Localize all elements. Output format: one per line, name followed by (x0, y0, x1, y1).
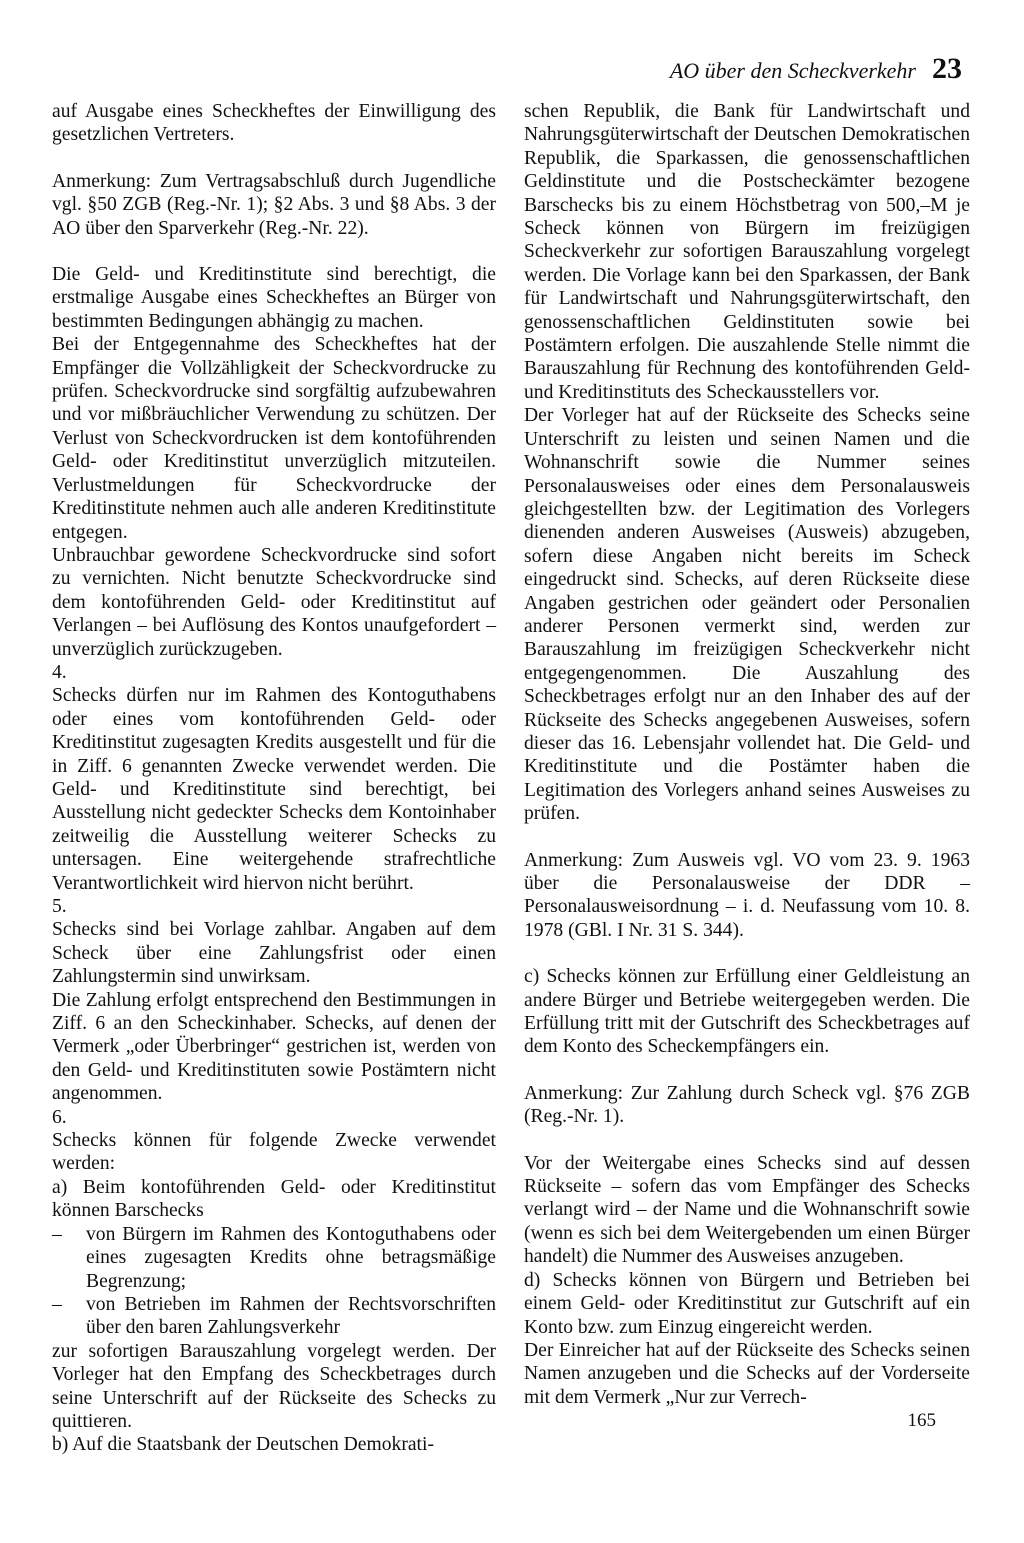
running-header-title: AO über den Scheckverkehr (669, 58, 916, 83)
left-column-paragraph (52, 1293, 496, 1340)
right-column-paragraph: Der Einreicher hat auf der Rückseite des Schecks seinen Namen anzugeben und die Schecks auf der Vorderseite mit dem Vermerk „Nur zur Verrech- (524, 1339, 970, 1408)
left-column-paragraph: Unbrauchbar gewordene Scheckvordrucke sind sofort zu vernichten. Nicht benutzte Scheckvordrucke sind dem kontoführenden Geld- oder Kreditinstitut auf Verlangen – bei Auflösung des Kontos unaufgefordert – unverzüglich zurückzugeben. (52, 544, 496, 660)
left-column-paragraph: 5. (52, 896, 67, 917)
dash-bullet: – (52, 1223, 62, 1245)
chapter-number: 23 (932, 52, 962, 85)
left-column-paragraph: Anmerkung: Zum Vertragsabschluß durch Jugendliche vgl. §50 ZGB (Reg.-Nr. 1); §2 Abs. 3 und §8 Abs. 3 der AO über den Sparverkehr (Reg.-Nr. 22). (52, 170, 496, 239)
left-column-paragraph: b) Auf die Staatsbank der Deutschen Demokrati- (52, 1434, 434, 1456)
left-text-column (52, 100, 496, 1457)
left-column-paragraph: Bei der Entgegennahme des Scheckheftes hat der Empfänger die Vollzähligkeit der Scheckvordrucke zu prüfen. Scheckvordrucke sind sorgfältig aufzubewahren und vor mißbräuchlicher Verwendung zu schützen. Der Verlust von Scheckvordrucken ist dem kontoführenden Geld- oder Kreditinstitut unverzüglich mitzuteilen. Verlustmeldungen für Scheckvordrucke der Kreditinstitute nehmen auch alle anderen Kreditinstitute entgegen. (52, 334, 496, 543)
left-column-paragraph: zur sofortigen Barauszahlung vorgelegt werden. Der Vorleger hat den Empfang des Scheckbetrages durch seine Unterschrift auf der Rückseite des Schecks zu quittieren. (52, 1340, 496, 1432)
dash-bullet: – (52, 1293, 62, 1315)
left-column-paragraph: Die Zahlung erfolgt entsprechend den Bestimmungen in Ziff. 6 an den Scheckinhaber. Schecks, auf denen der Vermerk „oder Überbringer“ gestrichen ist, werden von den Geld- und Kreditinstituten sowie Postämtern nicht angenommen. (52, 989, 496, 1105)
right-column-paragraph: Der Vorleger hat auf der Rückseite des Schecks seine Unterschrift zu leisten und seinen Namen und die Wohnanschrift sowie die Nummer seines Personalausweises oder eines dem Personalausweis gleichgestellten bzw. der Legitimation des Vorlegers dienenden anderen Ausweises (Ausweis) abzugeben, sofern diese Angaben nicht bereits im Scheck eingedruckt sind. Schecks, auf deren Rückseite diese Angaben gestrichen oder geändert oder Personalien anderer Personen vermerkt sind, werden zur Barauszahlung im freizügigen Scheckverkehr nicht entgegengenommen. Die Auszahlung des Scheckbetrages erfolgt nur an den Inhaber des auf der Rückseite des Schecks angegebenen Ausweises, sofern dieser das 16. Lebensjahr vollendet hat. Die Geld- und Kreditinstitute und die Postämter haben die Legitimation des Vorlegers anhand seines Ausweises zu prüfen. (524, 405, 970, 825)
left-column-paragraph: a) Beim kontoführenden Geld- oder Kreditinstitut können Barschecks (52, 1176, 496, 1222)
page-number: 165 (907, 1410, 936, 1431)
left-column-paragraph: Schecks können für folgende Zwecke verwendet werden: (52, 1130, 496, 1175)
left-column-paragraph (52, 1223, 496, 1293)
right-column-paragraph: c) Schecks können zur Erfüllung einer Geldleistung an andere Bürger und Betriebe weitergegeben werden. Die Erfüllung tritt mit der Gutschrift des Scheckbetrages auf dem Konto des Scheckempfängers ein. (524, 966, 970, 1058)
left-column-paragraph: 4. (52, 661, 67, 683)
left-column-paragraph: Schecks sind bei Vorlage zahlbar. Angaben auf dem Scheck über eine Zahlungsfrist oder einen Zahlungstermin sind unwirksam. (52, 919, 496, 988)
right-column-paragraph: d) Schecks können von Bürgern und Betrieben bei einem Geld- oder Kreditinstitut zur Gutschrift auf ein Konto bzw. zum Einzug eingereicht werden. (524, 1269, 970, 1338)
right-column-paragraph: schen Republik, die Bank für Landwirtschaft und Nahrungsgüterwirtschaft der Deutschen Demokratischen Republik, die Sparkassen, die genossenschaftlichen Geldinstitute und die Postscheckämter bezogene Barschecks bis zu einem Höchstbetrag von 500,–M je Scheck können von Bürgern im freizügigen Scheckverkehr zur sofortigen Barauszahlung vorgelegt werden. Die Vorlage kann bei den Sparkassen, der Bank für Landwirtschaft und Nahrungsgüterwirtschaft, den genossenschaftlichen Geldinstituten sowie bei Postämtern erfolgen. Die auszahlende Stelle nimmt die Barauszahlung für Rechnung des kontoführenden Geld- und Kreditinstituts des Scheckausstellers vor. (524, 101, 970, 403)
dash-item-text: von Betrieben im Rahmen der Rechtsvorschriften über den baren Zahlungsverkehr (86, 1293, 496, 1339)
left-column-paragraph: Die Geld- und Kreditinstitute sind berechtigt, die erstmalige Ausgabe eines Scheckheftes an Bürger von bestimmten Bedingungen abhängig zu machen. (52, 264, 496, 332)
running-header (670, 52, 962, 86)
right-text-column (524, 100, 970, 1409)
dash-item-text: von Bürgern im Rahmen des Kontoguthabens oder eines zugesagten Kredits ohne betragsmäßige Begrenzung; (86, 1223, 496, 1292)
right-column-paragraph: Anmerkung: Zur Zahlung durch Scheck vgl. §76 ZGB (Reg.-Nr. 1). (524, 1082, 970, 1128)
left-column-paragraph: auf Ausgabe eines Scheckheftes der Einwilligung des gesetzlichen Vertreters. (52, 101, 496, 146)
left-column-paragraph: 6. (52, 1106, 67, 1128)
left-column-paragraph: Schecks dürfen nur im Rahmen des Kontoguthabens oder eines vom kontoführenden Geld- oder Kreditinstitut zugesagten Kredits ausgestellt und für die in Ziff. 6 genannten Zwecke verwendet werden. Die Geld- und Kreditinstitute sind berechtigt, bei Ausstellung nicht gedeckter Schecks dem Kontoinhaber zeitweilig die Ausstellung weiterer Schecks zu untersagen. Eine weitergehende strafrechtliche Verantwortlichkeit wird hiervon nicht berührt. (52, 685, 496, 894)
right-column-paragraph: Vor der Weitergabe eines Schecks sind auf dessen Rückseite – sofern das vom Empfänger des Schecks verlangt wird – der Name und die Wohnanschrift sowie (wenn es sich bei dem Weitergebenden um einen Bürger handelt) die Nummer des Ausweises anzugeben. (524, 1152, 970, 1268)
right-column-paragraph: Anmerkung: Zum Ausweis vgl. VO vom 23. 9. 1963 über die Personalausweise der DDR – Personalausweisordnung – i. d. Neufassung vom 10. 8. 1978 (GBl. I Nr. 31 S. 344). (524, 849, 970, 941)
